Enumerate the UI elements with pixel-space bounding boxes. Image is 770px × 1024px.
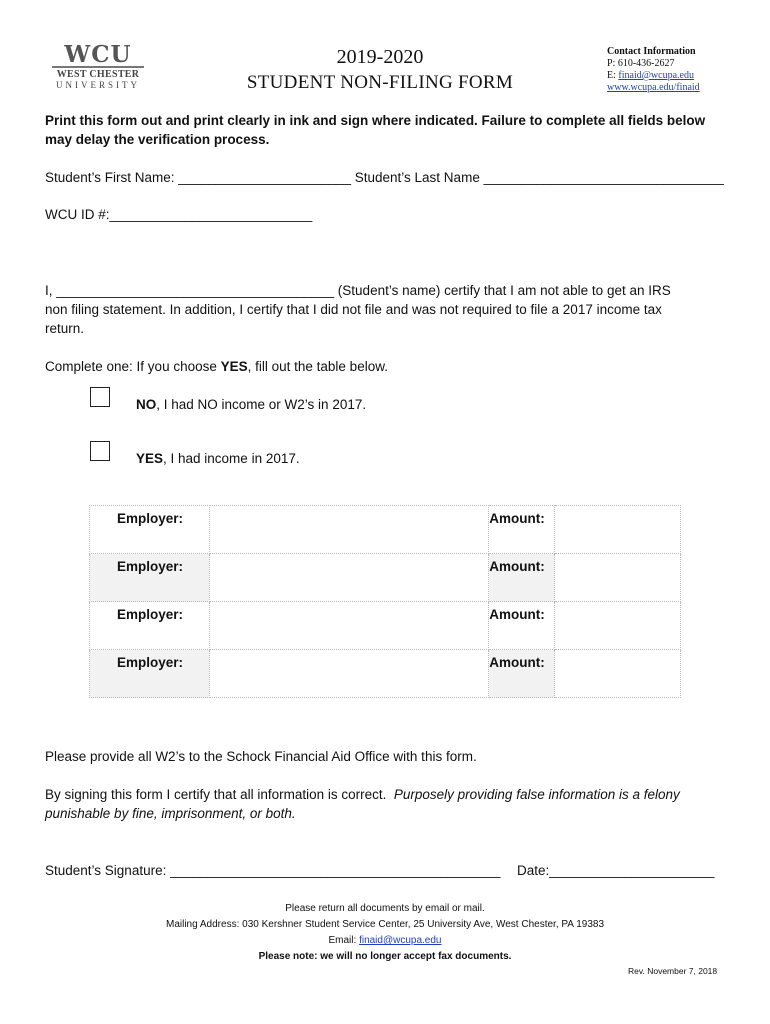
- w2-note: Please provide all W2’s to the Schock Financial Aid Office with this form.: [45, 749, 477, 764]
- certification-line-1[interactable]: I, _____________________________________ (Student’s name) certify that I am not able to get an IRS: [45, 283, 671, 298]
- contact-email-link[interactable]: finaid@wcupa.edu: [618, 70, 694, 81]
- first-name-field[interactable]: Student’s First Name: _______________________: [45, 170, 355, 185]
- no-option-keyword: NO: [136, 397, 157, 412]
- footer-email-line: [100, 933, 670, 949]
- wcu-logo: [52, 41, 144, 92]
- signing-italic-text-2: punishable by fine, imprisonment, or both.: [45, 806, 296, 821]
- amount-label: Amount:: [489, 602, 555, 650]
- employer-label: Employer:: [90, 554, 210, 602]
- footer-fax-note: Please note: we will no longer accept fax documents.: [258, 951, 512, 962]
- instructions: Print this form out and print clearly in ink and sign where indicated. Failure to complete all fields below may delay the verification process.: [45, 113, 706, 147]
- employer-input[interactable]: [209, 602, 488, 650]
- no-income-option: [136, 395, 366, 414]
- yes-option-keyword: YES: [136, 451, 164, 466]
- complete-one-keyword: YES: [220, 359, 248, 374]
- contact-email-prefix: E:: [607, 70, 619, 81]
- signing-plain-text: By signing this form I certify that all information is correct.: [45, 787, 394, 802]
- logo-west-chester-text: WEST CHESTER: [56, 69, 140, 80]
- employer-label: Employer:: [90, 602, 210, 650]
- wcu-id-field[interactable]: WCU ID #:___________________________: [45, 207, 313, 222]
- footer-email-prefix: Email:: [328, 935, 360, 946]
- yes-income-checkbox[interactable]: [90, 441, 110, 461]
- amount-label: Amount:: [489, 650, 555, 698]
- table-row: [90, 506, 681, 554]
- no-option-text: , I had NO income or W2’s in 2017.: [156, 397, 367, 412]
- employer-input[interactable]: [209, 506, 488, 554]
- employer-input[interactable]: [209, 650, 488, 698]
- complete-one-instruction: [45, 357, 388, 376]
- yes-option-text: , I had income in 2017.: [163, 451, 300, 466]
- last-name-field[interactable]: Student’s Last Name ________________________________: [354, 170, 724, 185]
- amount-input[interactable]: [555, 506, 681, 554]
- amount-label: Amount:: [489, 554, 555, 602]
- revision-date: Rev. November 7, 2018: [628, 966, 718, 976]
- footer-return-note: Please return all documents by email or mail.: [285, 903, 485, 914]
- logo-wcu-text: WCU: [52, 44, 144, 68]
- form-year: 2019-2020: [336, 46, 424, 68]
- certification-line-3: return.: [45, 321, 85, 336]
- name-fields-line: [45, 168, 724, 187]
- signing-italic-text-1: Purposely providing false information is a felony: [393, 787, 680, 802]
- footer-mailing-address: Mailing Address: 030 Kershner Student Service Center, 25 University Ave, West Chester, PA 19383: [165, 919, 605, 930]
- employer-income-table: [89, 505, 681, 698]
- table-row: [90, 650, 681, 698]
- date-field[interactable]: Date:______________________: [517, 863, 715, 878]
- complete-one-prefix: Complete one: If you choose: [45, 359, 221, 374]
- employer-input[interactable]: [209, 554, 488, 602]
- complete-one-suffix: , fill out the table below.: [247, 359, 388, 374]
- signing-statement-line-1: [45, 785, 680, 804]
- employer-label: Employer:: [90, 506, 210, 554]
- footer-email-link[interactable]: finaid@wcupa.edu: [359, 935, 442, 946]
- logo-university-text: UNIVERSITY: [56, 80, 140, 90]
- amount-input[interactable]: [555, 554, 681, 602]
- certification-line-2: non filing statement. In addition, I certify that I did not file and was not required to file a 2017 income tax: [45, 302, 662, 317]
- form-title: STUDENT NON-FILING FORM: [246, 72, 514, 93]
- signature-field[interactable]: Student’s Signature: ____________________________________________: [45, 863, 501, 878]
- employer-label: Employer:: [90, 650, 210, 698]
- amount-label: Amount:: [489, 506, 555, 554]
- contact-heading: Contact Information: [607, 46, 696, 57]
- amount-input[interactable]: [555, 650, 681, 698]
- contact-website-link[interactable]: www.wcupa.edu/finaid: [607, 82, 700, 93]
- table-row: [90, 554, 681, 602]
- no-income-checkbox[interactable]: [90, 387, 110, 407]
- amount-input[interactable]: [555, 602, 681, 650]
- yes-income-option: [136, 449, 300, 468]
- contact-phone: P: 610-436-2627: [607, 58, 675, 69]
- contact-info: [607, 46, 700, 94]
- contact-email-line: [607, 70, 700, 82]
- table-row: [90, 602, 681, 650]
